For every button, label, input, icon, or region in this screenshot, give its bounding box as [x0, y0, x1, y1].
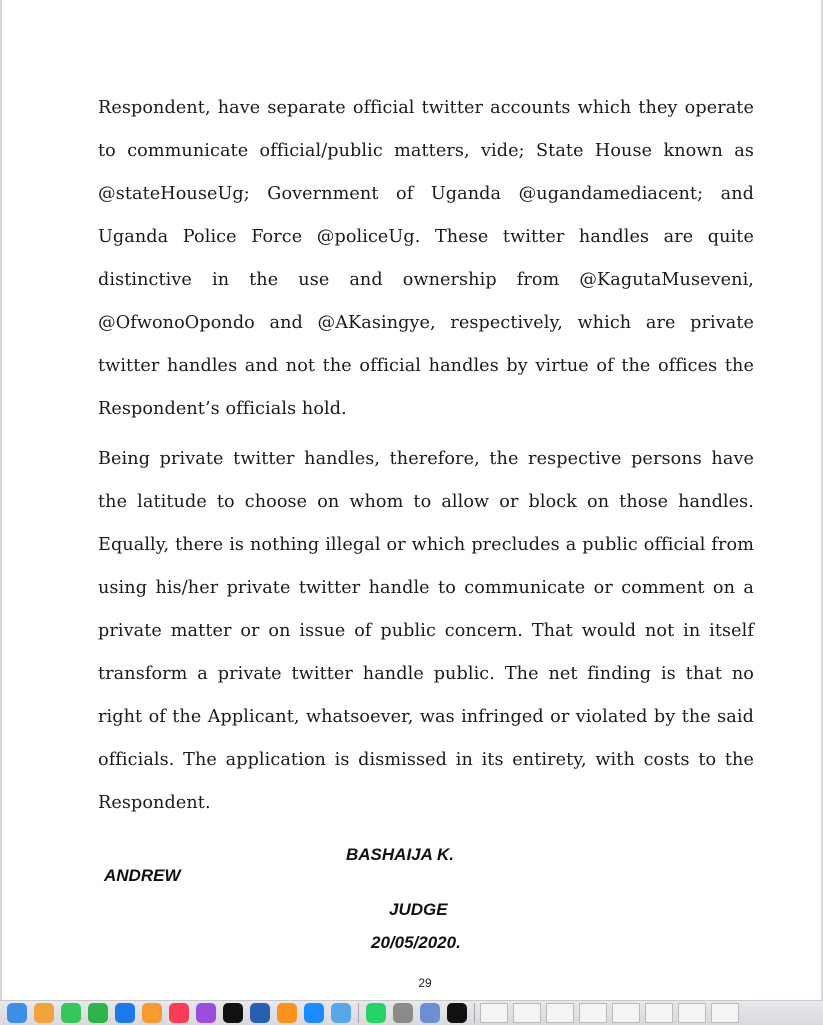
dock-window-thumbnail[interactable] — [480, 1003, 508, 1023]
appstore-icon[interactable] — [304, 1003, 324, 1023]
signature-title: JUDGE — [389, 900, 448, 919]
dock-window-thumbnail[interactable] — [612, 1003, 640, 1023]
dock-window-thumbnail[interactable] — [678, 1003, 706, 1023]
dock-window-thumbnail[interactable] — [546, 1003, 574, 1023]
dock-window-thumbnail[interactable] — [579, 1003, 607, 1023]
terminal-icon[interactable] — [447, 1003, 467, 1023]
signature-name-line1: BASHAIJA K. — [346, 845, 454, 864]
signature-name-line2: ANDREW — [104, 866, 181, 885]
dock-separator — [358, 1003, 359, 1023]
quicktime-icon[interactable] — [250, 1003, 270, 1023]
document-body — [98, 87, 754, 832]
podcasts-icon[interactable] — [196, 1003, 216, 1023]
facetime-icon[interactable] — [61, 1003, 81, 1023]
photos-icon[interactable] — [420, 1003, 440, 1023]
paragraph-1: Respondent, have separate official twitter accounts which they operate to communicate official/public matters, vide; State House known as @stateHouseUg; Government of Uganda @ugandamediacent; and Uganda Police Force @policeUg. These twitter handles are quite distinctive in the use and ownership from @KagutaMuseveni, @OfwonoOpondo and @AKasingye, respectively, which are private twitter handles and not the official handles by virtue of the offices the Respondent’s officials hold. — [98, 98, 754, 419]
whatsapp-icon[interactable] — [366, 1003, 386, 1023]
signature-date: 20/05/2020. — [371, 933, 461, 952]
dock-window-thumbnail[interactable] — [513, 1003, 541, 1023]
preview-icon[interactable] — [393, 1003, 413, 1023]
dock-window-thumbnail[interactable] — [711, 1003, 739, 1023]
notes-icon[interactable] — [34, 1003, 54, 1023]
books-icon[interactable] — [277, 1003, 297, 1023]
dock-separator — [474, 1003, 475, 1023]
keynote-icon[interactable] — [115, 1003, 135, 1023]
appletv-icon[interactable] — [223, 1003, 243, 1023]
weather-icon[interactable] — [331, 1003, 351, 1023]
dock-window-thumbnail[interactable] — [645, 1003, 673, 1023]
page-number: 29 — [418, 976, 432, 990]
pages-icon[interactable] — [142, 1003, 162, 1023]
finder-icon[interactable] — [7, 1003, 27, 1023]
numbers-icon[interactable] — [88, 1003, 108, 1023]
dock — [0, 1000, 823, 1025]
music-icon[interactable] — [169, 1003, 189, 1023]
paragraph-2: Being private twitter handles, therefore, the respective persons have the latitude to choose on whom to allow or block on those handles. Equally, there is nothing illegal or which precludes a public official from using his/her private twitter handle to communicate or comment on a private matter or on issue of public concern. That would not in itself transform a private twitter handle public. The net finding is that no right of the Applicant, whatsoever, was infringed or violated by the said officials. The application is dismissed in its entirety, with costs to the Respondent. — [98, 449, 754, 813]
page-left-edge — [0, 0, 2, 1000]
